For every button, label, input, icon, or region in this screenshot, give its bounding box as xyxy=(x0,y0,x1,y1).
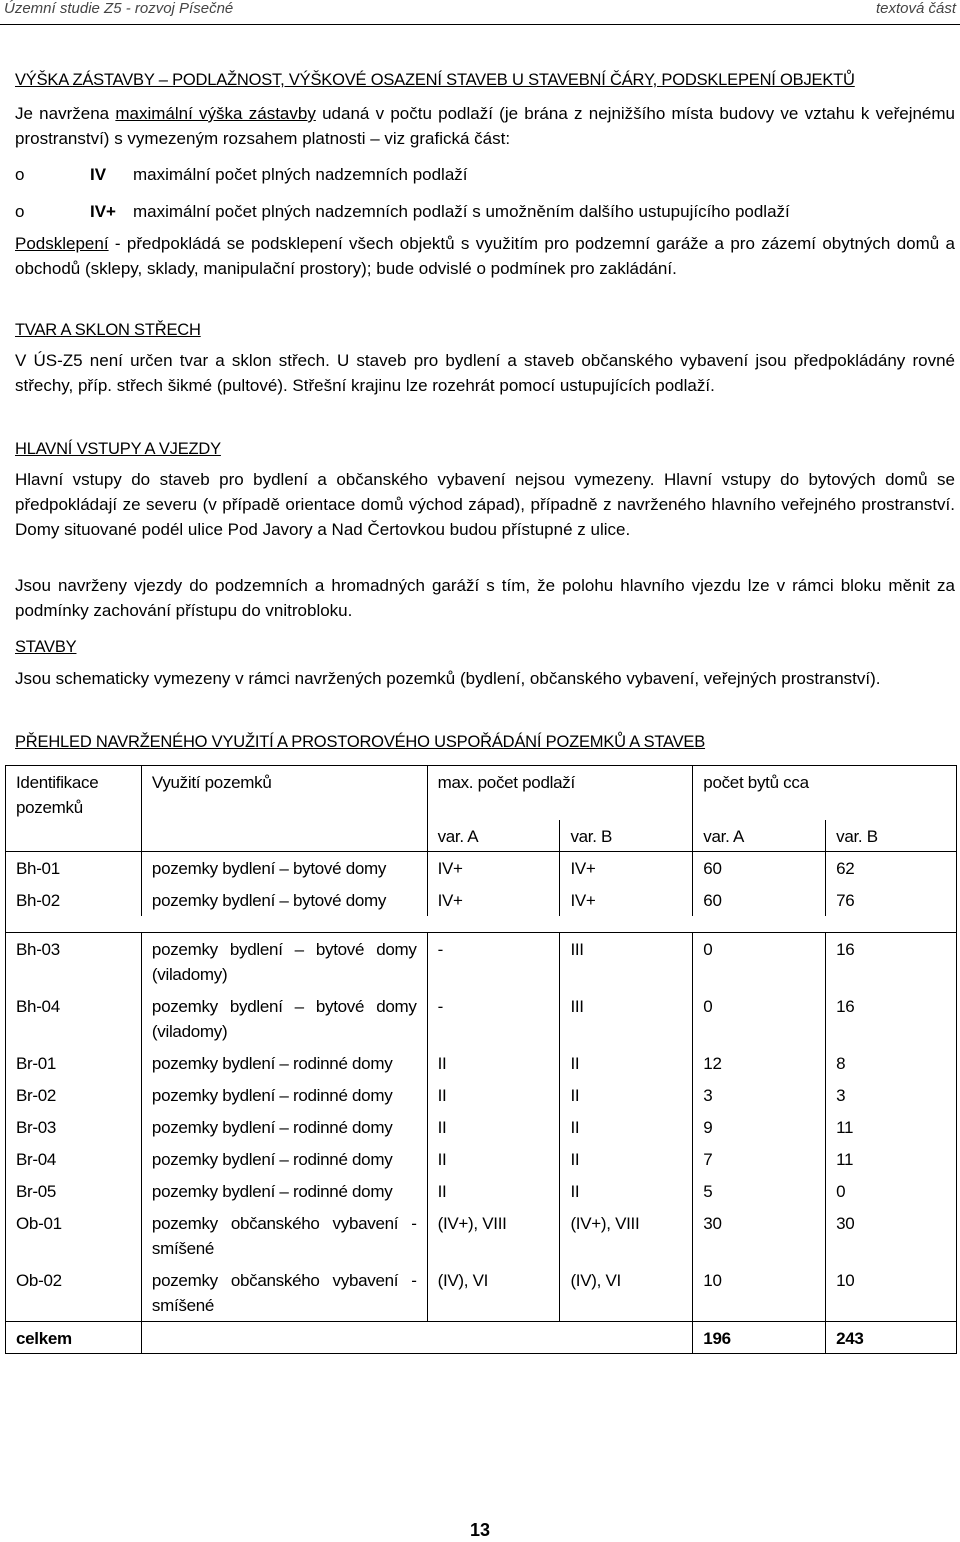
cell-id: Ob-01 xyxy=(6,1207,142,1264)
cell-flats-a: 0 xyxy=(693,990,826,1047)
cell-floors-b: III xyxy=(560,932,693,990)
height-intro-paragraph xyxy=(15,101,955,151)
cell-flats-b: 11 xyxy=(826,1111,957,1143)
cell-id: Bh-04 xyxy=(6,990,142,1047)
table-row xyxy=(6,932,957,990)
cell-floors-b: II xyxy=(560,1143,693,1175)
cell-flats-b: 16 xyxy=(826,990,957,1047)
cell-flats-b: 3 xyxy=(826,1079,957,1111)
header-floors-var-b: var. B xyxy=(560,820,693,852)
cell-floors-a: II xyxy=(427,1143,560,1175)
cell-floors-b: IV+ xyxy=(560,852,693,885)
table-row xyxy=(6,1079,957,1111)
bullet-marker: o xyxy=(15,202,25,221)
section-title-entrances: HLAVNÍ VSTUPY A VJEZDY xyxy=(15,440,221,458)
bullet-text: maximální počet plných nadzemních podlaží s umožněním dalšího ustupujícího podlaží xyxy=(133,202,790,221)
cell-id: Ob-02 xyxy=(6,1264,142,1322)
cell-floors-a: - xyxy=(427,990,560,1047)
cell-floors-b: (IV), VI xyxy=(560,1264,693,1322)
table-row xyxy=(6,1047,957,1079)
cell-floors-a: - xyxy=(427,932,560,990)
cell-use: pozemky bydlení – rodinné domy xyxy=(141,1143,427,1175)
cell-floors-b: II xyxy=(560,1047,693,1079)
section-title-buildings: STAVBY xyxy=(15,638,77,656)
header-id: Identifikace pozemků xyxy=(6,766,142,852)
total-label: celkem xyxy=(6,1321,142,1353)
cell-flats-a: 12 xyxy=(693,1047,826,1079)
header-flats-var-a: var. A xyxy=(693,820,826,852)
header-document-title: Územní studie Z5 - rozvoj Písečné xyxy=(4,0,234,17)
table-row xyxy=(6,1207,957,1264)
cell-flats-b: 76 xyxy=(826,884,957,916)
table-row xyxy=(6,1143,957,1175)
height-intro-b: udaná v počtu podlaží (je brána z nejnižšího místa budovy ve vztahu k veřejnému prostranství) s vymezeným rozsahem platnosti – viz grafická část: xyxy=(15,104,955,148)
table-row xyxy=(6,990,957,1047)
cell-floors-b: III xyxy=(560,990,693,1047)
cell-floors-a: (IV), VI xyxy=(427,1264,560,1322)
cell-flats-b: 11 xyxy=(826,1143,957,1175)
header-flats-var-b: var. B xyxy=(826,820,957,852)
header-floors: max. počet podlaží xyxy=(427,766,693,820)
cell-floors-b: (IV+), VIII xyxy=(560,1207,693,1264)
table-spacer-row xyxy=(6,916,957,932)
cell-flats-a: 3 xyxy=(693,1079,826,1111)
header-floors-var-a: var. A xyxy=(427,820,560,852)
header-flats: počet bytů cca xyxy=(693,766,957,820)
cell-id: Bh-01 xyxy=(6,852,142,885)
basement-text: - předpokládá se podsklepení všech objektů s využitím pro podzemní garáže a pro zázemí obytných domů a obchodů (sklepy, sklady, manipulační prostory); bude odvislé o podmínek pro zakládání. xyxy=(15,234,955,278)
cell-use: pozemky bydlení – bytové domy (viladomy) xyxy=(141,932,427,990)
cell-flats-a: 0 xyxy=(693,932,826,990)
cell-flats-a: 60 xyxy=(693,884,826,916)
cell-floors-b: II xyxy=(560,1175,693,1207)
height-intro-a: Je navržena xyxy=(15,104,116,123)
entrances-paragraph-1: Hlavní vstupy do staveb pro bydlení a občanského vybavení nejsou vymezeny. Hlavní vstupy do bytových domů se předpokládají ze severu (v případě orientace domů východ západ), případně z navrženého hlavního veřejného prostranství. Domy situované podél ulice Pod Javory a Nad Čertovkou budou přístupné z ulice. xyxy=(15,470,955,539)
basement-paragraph xyxy=(15,231,955,281)
header-section-label: textová část xyxy=(875,0,956,17)
entrances-paragraph-2: Jsou navrženy vjezdy do podzemních a hromadných garáží s tím, že polohu hlavního vjezdu lze v rámci bloku měnit za podmínky zachování přístupu do vnitrobloku. xyxy=(15,576,955,620)
cell-use: pozemky občanského vybavení - smíšené xyxy=(141,1264,427,1322)
cell-use: pozemky bydlení – bytové domy (viladomy) xyxy=(141,990,427,1047)
cell-use: pozemky bydlení – rodinné domy xyxy=(141,1047,427,1079)
cell-id: Br-01 xyxy=(6,1047,142,1079)
bullet-code: IV+ xyxy=(90,202,116,221)
bullet-marker: o xyxy=(15,165,25,184)
cell-use: pozemky bydlení – bytové domy xyxy=(141,852,427,885)
cell-id: Br-05 xyxy=(6,1175,142,1207)
cell-floors-a: II xyxy=(427,1079,560,1111)
cell-floors-b: II xyxy=(560,1079,693,1111)
cell-use: pozemky občanského vybavení - smíšené xyxy=(141,1207,427,1264)
table-row xyxy=(6,1264,957,1322)
basement-label: Podsklepení xyxy=(15,234,109,253)
table-row xyxy=(6,852,957,885)
cell-use: pozemky bydlení – bytové domy xyxy=(141,884,427,916)
page-number: 13 xyxy=(469,1520,491,1540)
overview-table xyxy=(5,765,957,1354)
table-row xyxy=(6,1175,957,1207)
cell-id: Br-04 xyxy=(6,1143,142,1175)
cell-floors-a: II xyxy=(427,1047,560,1079)
header-divider xyxy=(0,24,960,25)
bullet-text: maximální počet plných nadzemních podlaží xyxy=(133,165,468,184)
cell-floors-a: IV+ xyxy=(427,852,560,885)
cell-id: Br-03 xyxy=(6,1111,142,1143)
cell-id: Br-02 xyxy=(6,1079,142,1111)
roof-paragraph: V ÚS-Z5 není určen tvar a sklon střech. U staveb pro bydlení a staveb občanského vybavení jsou předpokládány rovné střechy, příp. střech šikmé (pultové). Střešní krajinu lze rozehrát pomocí ustupujících podlaží. xyxy=(15,351,955,395)
cell-flats-b: 16 xyxy=(826,932,957,990)
buildings-paragraph: Jsou schematicky vymezeny v rámci navržených pozemků (bydlení, občanského vybavení, veřejných prostranství). xyxy=(15,669,881,688)
cell-id: Bh-03 xyxy=(6,932,142,990)
table-row xyxy=(6,884,957,916)
cell-flats-b: 10 xyxy=(826,1264,957,1322)
cell-floors-b: II xyxy=(560,1111,693,1143)
cell-floors-a: II xyxy=(427,1175,560,1207)
cell-use: pozemky bydlení – rodinné domy xyxy=(141,1175,427,1207)
cell-use: pozemky bydlení – rodinné domy xyxy=(141,1079,427,1111)
cell-flats-b: 8 xyxy=(826,1047,957,1079)
cell-use: pozemky bydlení – rodinné domy xyxy=(141,1111,427,1143)
height-intro-link: maximální výška zástavby xyxy=(115,104,316,123)
total-flats-b: 243 xyxy=(826,1321,957,1353)
cell-flats-a: 9 xyxy=(693,1111,826,1143)
cell-floors-a: IV+ xyxy=(427,884,560,916)
cell-flats-b: 30 xyxy=(826,1207,957,1264)
cell-flats-b: 62 xyxy=(826,852,957,885)
cell-flats-a: 10 xyxy=(693,1264,826,1322)
cell-flats-a: 30 xyxy=(693,1207,826,1264)
header-use: Využití pozemků xyxy=(141,766,427,852)
cell-floors-b: IV+ xyxy=(560,884,693,916)
cell-flats-a: 5 xyxy=(693,1175,826,1207)
cell-flats-b: 0 xyxy=(826,1175,957,1207)
cell-floors-a: (IV+), VIII xyxy=(427,1207,560,1264)
table-total-row xyxy=(6,1321,957,1353)
cell-flats-a: 7 xyxy=(693,1143,826,1175)
section-title-roof: TVAR A SKLON STŘECH xyxy=(15,321,201,339)
table-row xyxy=(6,1111,957,1143)
bullet-code: IV xyxy=(90,165,107,184)
cell-floors-a: II xyxy=(427,1111,560,1143)
section-title-height: VÝŠKA ZÁSTAVBY – PODLAŽNOST, VÝŠKOVÉ OSAZENÍ STAVEB U STAVEBNÍ ČÁRY, PODSKLEPENÍ OBJEKTŮ xyxy=(15,71,855,89)
total-flats-a: 196 xyxy=(693,1321,826,1353)
section-title-overview: PŘEHLED NAVRŽENÉHO VYUŽITÍ A PROSTOROVÉHO USPOŘÁDÁNÍ POZEMKŮ A STAVEB xyxy=(15,733,706,751)
cell-flats-a: 60 xyxy=(693,852,826,885)
cell-id: Bh-02 xyxy=(6,884,142,916)
